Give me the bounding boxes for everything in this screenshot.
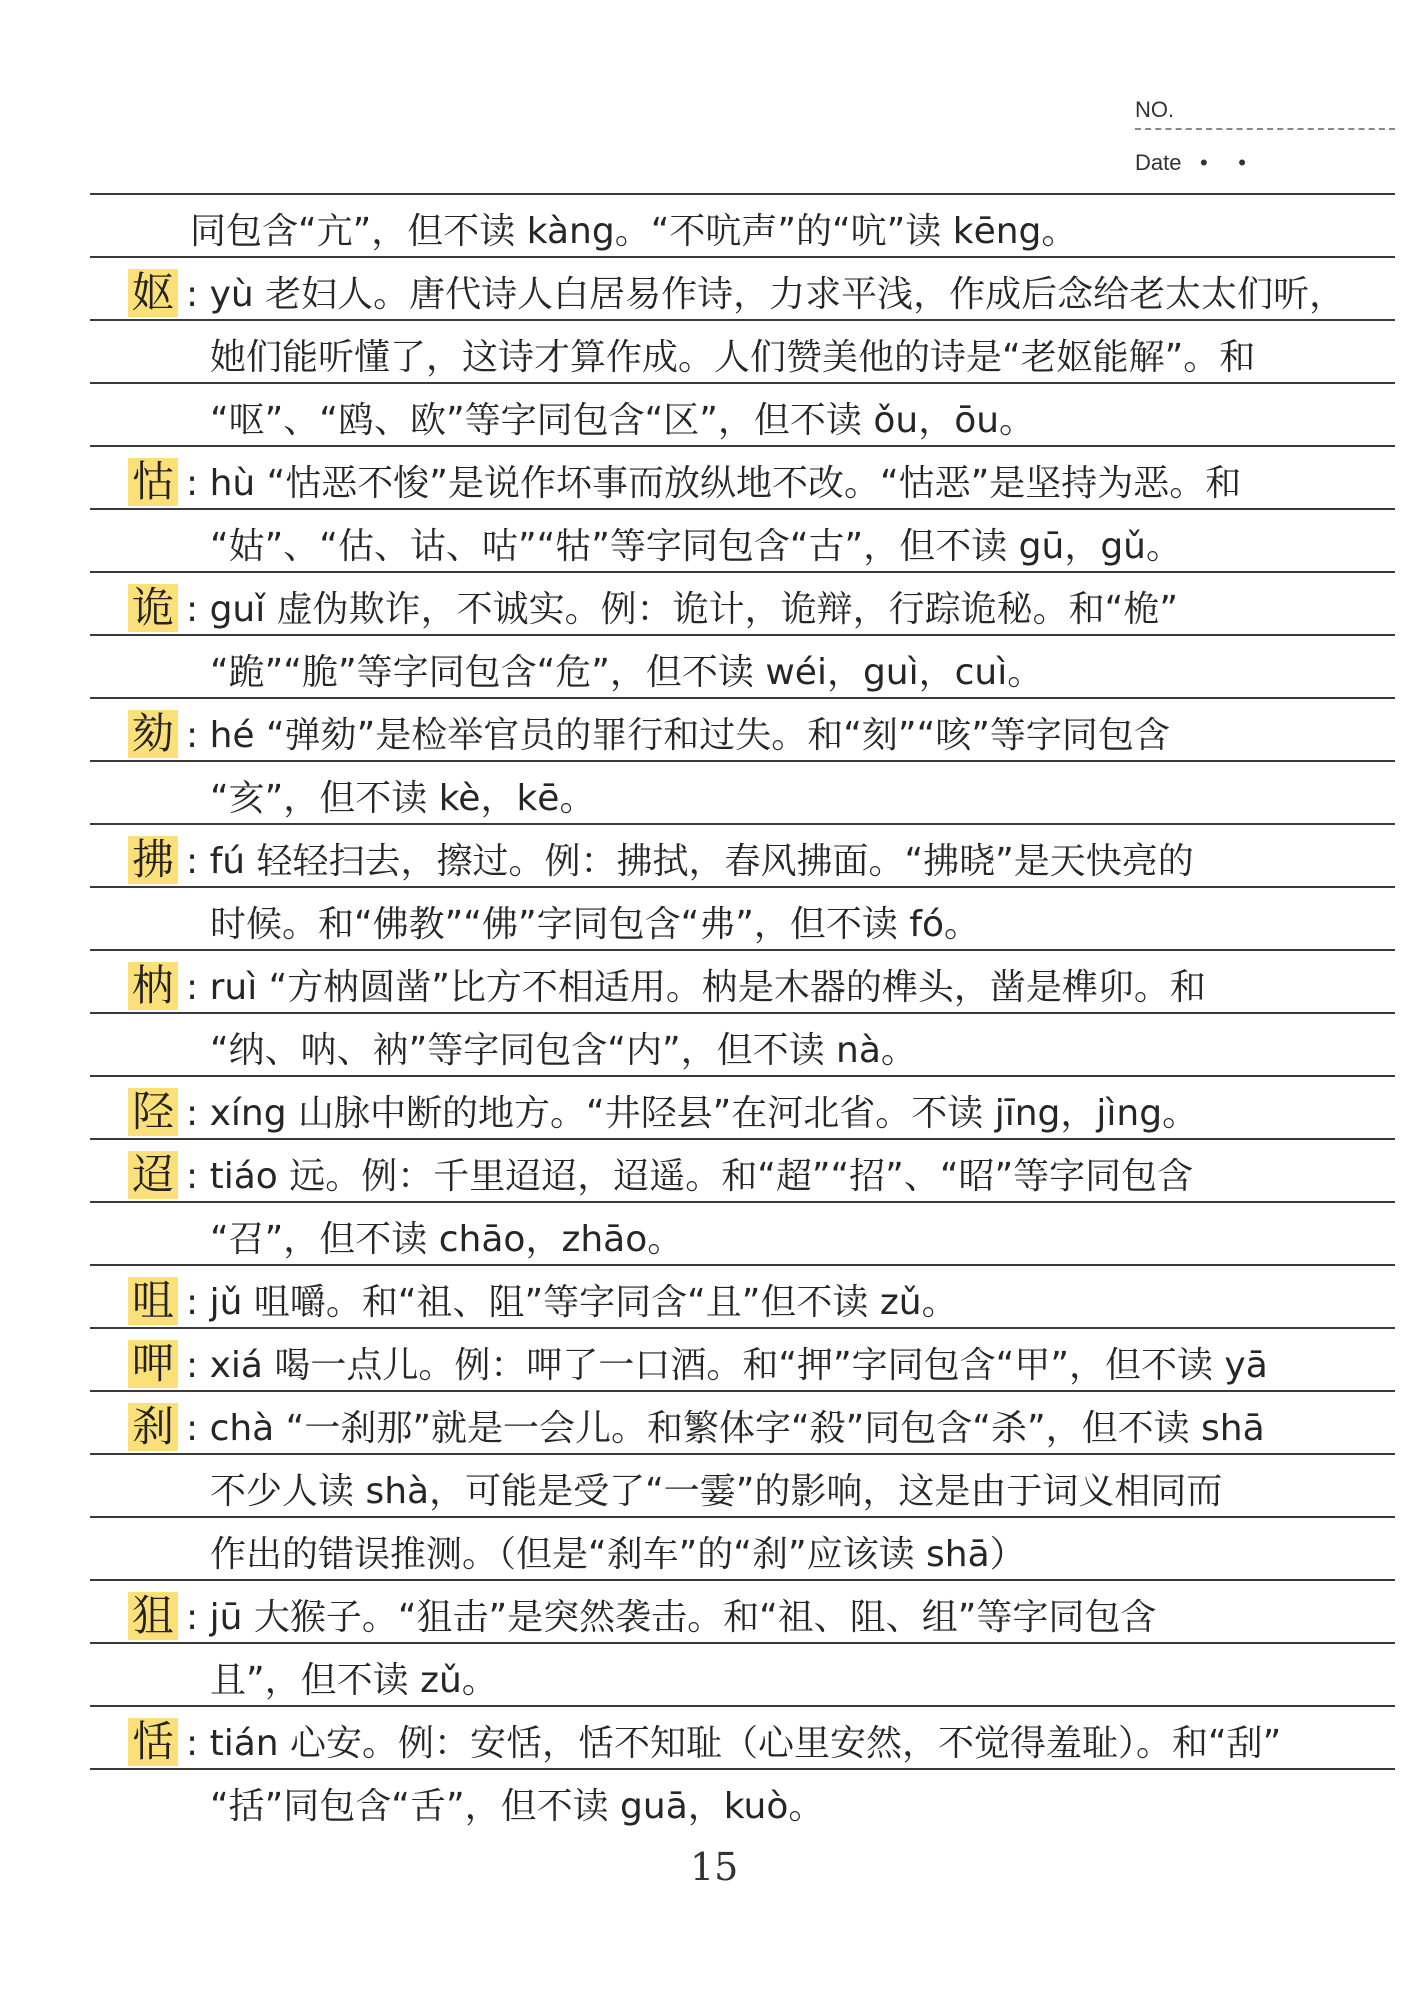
note-line <box>0 1216 1427 1264</box>
note-line <box>0 649 1427 697</box>
entry-text: : yù 老妇人。唐代诗人白居易作诗，力求平浅，作成后念给老太太们听， <box>186 274 1346 315</box>
entry-text: : tián 心安。例：安恬，恬不知耻（心里安然，不觉得羞耻）。和“刮” <box>186 1723 1282 1764</box>
entry-text: : chà “一刹那”就是一会儿。和繁体字“殺”同包含“杀”，但不读 shā <box>186 1408 1265 1449</box>
ruled-line <box>90 697 1395 699</box>
date-dots: • • <box>1200 150 1246 175</box>
note-line <box>0 523 1427 571</box>
ruled-line <box>90 1012 1395 1014</box>
ruled-line <box>90 886 1395 888</box>
ruled-line <box>90 1579 1395 1581</box>
headword: 迢 <box>128 1151 178 1199</box>
continuation-text: 时候。和“佛教”“佛”字同包含“弗”，但不读 fó。 <box>210 904 981 945</box>
ruled-line <box>90 1390 1395 1392</box>
ruled-line <box>90 1516 1395 1518</box>
note-line <box>0 901 1427 949</box>
ruled-line <box>90 760 1395 762</box>
no-label: NO. <box>1135 97 1175 122</box>
headword: 狙 <box>128 1592 178 1640</box>
headword: 拂 <box>128 836 178 884</box>
note-line <box>0 961 1427 1012</box>
continuation-text: “跪”“脆”等字同包含“危”，但不读 wéi，guì，cuì。 <box>210 652 1044 693</box>
note-line <box>0 1150 1427 1201</box>
entry-text: : guǐ 虚伪欺诈，不诚实。例：诡计，诡辩，行踪诡秘。和“桅” <box>186 589 1178 630</box>
note-line <box>0 208 1427 256</box>
continuation-text: “括”同包含“舌”，但不读 guā，kuò。 <box>210 1786 825 1827</box>
headword: 呷 <box>128 1340 178 1388</box>
page-number: 15 <box>690 1845 739 1889</box>
ruled-line <box>90 1201 1395 1203</box>
entry-text: : ruì “方枘圆凿”比方不相适用。枘是木器的榫头，凿是榫卯。和 <box>186 967 1206 1008</box>
note-line <box>0 268 1427 319</box>
header-dotted-rule <box>1135 128 1395 130</box>
entry-text: : jǔ 咀嚼。和“祖、阻”等字同含“且”但不读 zǔ。 <box>186 1282 958 1323</box>
continuation-text: 不少人读 shà，可能是受了“一霎”的影响，这是由于词义相同而 <box>210 1471 1223 1512</box>
note-line <box>0 397 1427 445</box>
note-line <box>0 457 1427 508</box>
ruled-line <box>90 949 1395 951</box>
entry-text: : xiá 喝一点儿。例：呷了一口酒。和“押”字同包含“甲”，但不读 yā <box>186 1345 1268 1386</box>
headword: 怙 <box>128 458 178 506</box>
headword: 劾 <box>128 710 178 758</box>
ruled-line <box>90 571 1395 573</box>
note-line <box>0 1717 1427 1768</box>
ruled-line <box>90 1642 1395 1644</box>
note-line <box>0 1783 1427 1831</box>
ruled-line <box>90 1138 1395 1140</box>
date-label: Date <box>1135 150 1182 175</box>
note-line <box>0 835 1427 886</box>
note-line <box>0 1339 1427 1390</box>
ruled-line <box>90 1327 1395 1329</box>
note-line <box>0 709 1427 760</box>
ruled-line <box>90 634 1395 636</box>
headword: 妪 <box>128 269 178 317</box>
entry-text: : hù “怙恶不悛”是说作坏事而放纵地不改。“怙恶”是坚持为恶。和 <box>186 463 1242 504</box>
continuation-text: 同包含“亢”，但不读 kàng。“不吭声”的“吭”读 kēng。 <box>190 211 1078 252</box>
continuation-text: “亥”，但不读 kè，kē。 <box>210 778 596 819</box>
note-line <box>0 583 1427 634</box>
ruled-line <box>90 1075 1395 1077</box>
note-line <box>0 1657 1427 1705</box>
note-line <box>0 1276 1427 1327</box>
entry-text: : jū 大猴子。“狙击”是突然袭击。和“祖、阻、组”等字同包含 <box>186 1597 1157 1638</box>
headword: 陉 <box>128 1088 178 1136</box>
ruled-line <box>90 1453 1395 1455</box>
note-line <box>0 775 1427 823</box>
note-line <box>0 1402 1427 1453</box>
ruled-line <box>90 1264 1395 1266</box>
ruled-line <box>90 193 1395 195</box>
entry-text: : fú 轻轻扫去，擦过。例：拂拭，春风拂面。“拂晓”是天快亮的 <box>186 841 1194 882</box>
continuation-text: 作出的错误推测。（但是“刹车”的“刹”应该读 shā） <box>210 1534 1026 1575</box>
note-line <box>0 1087 1427 1138</box>
note-line <box>0 334 1427 382</box>
note-line <box>0 1468 1427 1516</box>
ruled-line <box>90 1768 1395 1770</box>
note-line <box>0 1591 1427 1642</box>
continuation-text: 且”，但不读 zǔ。 <box>210 1660 498 1701</box>
ruled-line <box>90 382 1395 384</box>
ruled-line <box>90 508 1395 510</box>
continuation-text: 她们能听懂了，这诗才算作成。人们赞美他的诗是“老妪能解”。和 <box>210 337 1256 378</box>
headword: 恬 <box>128 1718 178 1766</box>
ruled-line <box>90 1705 1395 1707</box>
entry-text: : xíng 山脉中断的地方。“井陉县”在河北省。不读 jīng，jìng。 <box>186 1093 1199 1134</box>
headword: 咀 <box>128 1277 178 1325</box>
note-line <box>0 1531 1427 1579</box>
ruled-line <box>90 823 1395 825</box>
continuation-text: “纳、呐、衲”等字同包含“内”，但不读 nà。 <box>210 1030 917 1071</box>
continuation-text: “呕”、“鸥、欧”等字同包含“区”，但不读 ǒu，ōu。 <box>210 400 1036 441</box>
entry-text: : hé “弹劾”是检举官员的罪行和过失。和“刻”“咳”等字同包含 <box>186 715 1170 756</box>
headword: 刹 <box>128 1403 178 1451</box>
entry-text: : tiáo 远。例：千里迢迢，迢遥。和“超”“招”、“昭”等字同包含 <box>186 1156 1194 1197</box>
ruled-line <box>90 256 1395 258</box>
headword: 诡 <box>128 584 178 632</box>
ruled-line <box>90 319 1395 321</box>
continuation-text: “召”，但不读 chāo，zhāo。 <box>210 1219 684 1260</box>
continuation-text: “姑”、“估、诂、咕”“牯”等字同包含“古”，但不读 gū，gǔ。 <box>210 526 1182 567</box>
headword: 枘 <box>128 962 178 1010</box>
note-line <box>0 1027 1427 1075</box>
ruled-line <box>90 445 1395 447</box>
